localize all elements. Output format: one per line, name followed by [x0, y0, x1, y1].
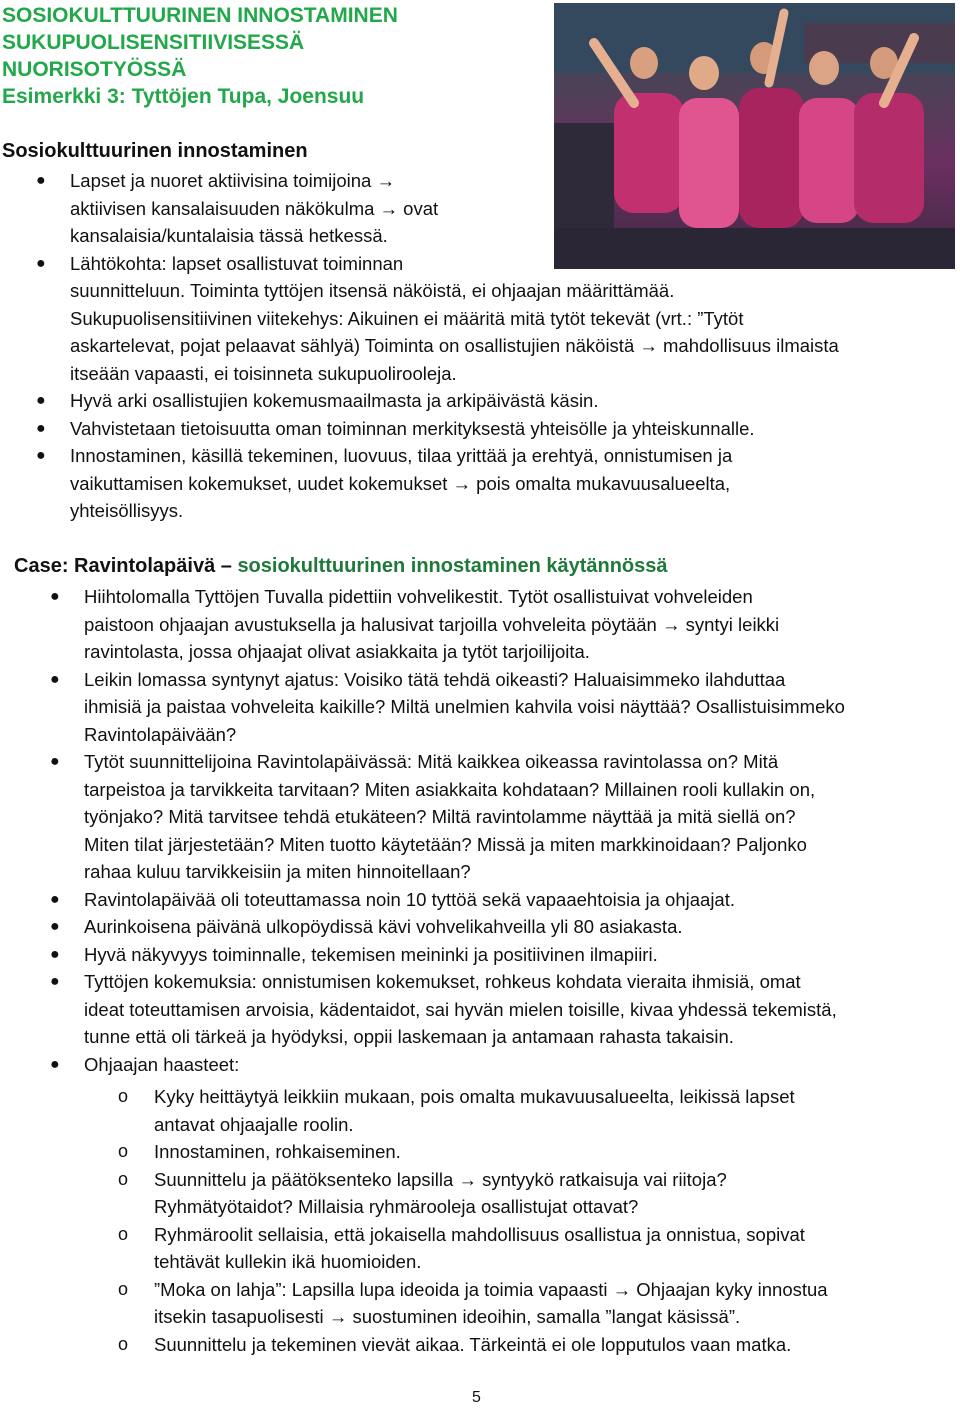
bullet-icon: ●: [50, 973, 60, 990]
bullet-icon: ●: [50, 670, 60, 688]
text-line: Suunnittelu ja tekeminen vievät aikaa. Tärkeintä ei ole lopputulos vaan matka.: [154, 1333, 792, 1355]
text-line: tarpeistoa ja tarvikkeita tarvitaan? Miten asiakkaita kohdataan? Millainen rooli kullakin on,: [84, 778, 816, 800]
text-line: Kyky heittäytyä leikkiin mukaan, pois omalta mukavuusalueelta, leikissä lapset: [154, 1086, 795, 1107]
list-item: [50, 666, 845, 749]
list-item: [50, 913, 845, 941]
text-line: tunne että oli tärkeä ja hyödyksi, oppii laskemaan ja antamaan rahasta takaisin.: [84, 1026, 734, 1047]
bullet-icon: ●: [50, 945, 60, 963]
title-line-1: SOSIOKULTTUURINEN INNOSTAMINEN: [2, 4, 398, 27]
sub-list-item: [118, 1083, 828, 1138]
text-line: ravintolasta, jossa ohjaajat olivat asiakkaita ja tytöt tarjoilijoita.: [84, 641, 590, 662]
text-line: Vahvistetaan tietoisuutta oman toiminnan merkityksestä yhteisölle ja yhteiskunnalle.: [70, 417, 755, 439]
text-line: askartelevat, pojat pelaavat sählyä) Toiminta on osallistujien näköistä → mahdollisuus ilmaista: [70, 335, 839, 356]
text-line: Tyttöjen kokemuksia: onnistumisen kokemukset, rohkeus kohdata vieraita ihmisiä, omat: [84, 971, 801, 992]
text-line: Ravintolapäivään?: [84, 723, 237, 745]
text-line: Lähtökohta: lapset osallistuvat toiminnan: [70, 252, 404, 274]
circle-bullet-icon: o: [118, 1086, 129, 1106]
text-line: aktiivisen kansalaisuuden näkökulma → ovat: [70, 197, 439, 219]
text-line: Sukupuolisensitiivinen viitekehys: Aikuinen ei määritä mitä tytöt tekevät (vrt.: ”Tytöt: [70, 307, 744, 329]
bullet-icon: ●: [36, 172, 46, 189]
bullet-icon: ●: [50, 918, 60, 935]
text-line: ”Moka on lahja”: Lapsilla lupa ideoida ja toimia vapaasti → Ohjaajan kyky innostua: [154, 1278, 828, 1300]
text-line: antavat ohjaajalle roolin.: [154, 1113, 354, 1135]
list-item: [50, 748, 845, 886]
bullet-icon: ●: [36, 254, 46, 272]
sub-list-item: [118, 1276, 828, 1331]
case-list: [50, 583, 845, 1078]
title-line-3: NUORISOTYÖSSÄ: [2, 58, 187, 81]
bullet-icon: ●: [36, 447, 46, 464]
text-line: ideat toteuttamisen arvoisia, kädentaidot, sai hyvän mielen toisille, kivaa yhdessä tekemistä,: [84, 998, 837, 1020]
list-item: [36, 250, 839, 388]
text-line: Hiihtolomalla Tyttöjen Tuvalla pidettiin vohvelikestit. Tytöt osallistuivat vohveleiden: [84, 586, 753, 607]
list-item: [50, 941, 845, 969]
page-number: 5: [472, 1389, 481, 1406]
text-line: tehtävät kullekin ikä huomioiden.: [154, 1251, 422, 1272]
case-heading-part1: Case: Ravintolapäivä –: [14, 555, 238, 577]
sub-list-item: [118, 1138, 828, 1166]
text-line: rahaa kuluu tarvikkeisiin ja miten hinnoitellaan?: [84, 861, 471, 882]
text-line: Hyvä näkyvyys toiminnalle, tekemisen meininki ja positiivinen ilmapiiri.: [84, 943, 658, 965]
section1-list: [36, 167, 839, 525]
text-line: suunnitteluun. Toiminta tyttöjen itsensä näköistä, ei ohjaajan määrittämää.: [70, 280, 675, 301]
challenges-sublist: [118, 1083, 828, 1358]
text-line: Miten tilat järjestetään? Miten tuotto käytetään? Missä ja miten markkinoidaan? Paljonko: [84, 833, 807, 855]
text-line: itsekin tasapuolisesti → suostuminen ideoihin, samalla ”langat käsissä”.: [154, 1306, 741, 1327]
sub-list-item: [118, 1331, 828, 1359]
list-item: [50, 583, 845, 666]
text-line: Aurinkoisena päivänä ulkopöydissä kävi vohvelikahveilla yli 80 asiakasta.: [84, 916, 683, 937]
bullet-icon: ●: [50, 753, 60, 770]
bullet-icon: ●: [36, 392, 46, 409]
text-line: ihmisiä ja paistaa vohveleita kaikille? Miltä unelmien kahvila voisi näyttää? Osallistuisimmeko: [84, 696, 845, 717]
text-line: Suunnittelu ja päätöksenteko lapsilla → syntyykö ratkaisuja vai riitoja?: [154, 1168, 727, 1190]
bullet-icon: ●: [50, 1055, 60, 1073]
text-line: Tytöt suunnittelijoina Ravintolapäivässä: Mitä kaikkea oikeassa ravintolassa on? Mitä: [84, 751, 779, 772]
bullet-icon: ●: [50, 588, 60, 605]
section-heading: Sosiokulttuurinen innostaminen: [2, 140, 308, 162]
list-item: [50, 886, 845, 914]
circle-bullet-icon: o: [118, 1333, 129, 1354]
text-line: itseään vapaasti, ei toisinneta sukupuolirooleja.: [70, 362, 457, 384]
title-line-2: SUKUPUOLISENSITIIVISESSÄ: [2, 31, 305, 54]
text-line: Ohjaajan haasteet:: [84, 1053, 240, 1075]
text-line: Ryhmäroolit sellaisia, että jokaisella mahdollisuus osallistua ja onnistua, sopivat: [154, 1223, 805, 1245]
text-line: Ravintolapäivää oli toteuttamassa noin 10 tyttöä sekä vapaaehtoisia ja ohjaajat.: [84, 888, 736, 910]
bullet-icon: ●: [50, 890, 60, 908]
bullet-icon: ●: [36, 419, 46, 437]
text-line: kansalaisia/kuntalaisia tässä hetkessä.: [70, 225, 388, 246]
circle-bullet-icon: o: [118, 1278, 129, 1299]
text-line: Hyvä arki osallistujien kokemusmaailmasta ja arkipäivästä käsin.: [70, 390, 599, 411]
document-title: [2, 2, 542, 110]
text-line: Lapset ja nuoret aktiivisina toimijoina →: [70, 170, 395, 191]
case-heading: [14, 552, 668, 580]
sub-list-item: [118, 1166, 828, 1221]
text-line: Innostaminen, käsillä tekeminen, luovuus, tilaa yrittää ja erehtyä, onnistumisen ja: [70, 445, 733, 466]
list-item: [36, 442, 839, 525]
list-item: [50, 968, 845, 1051]
text-line: paistoon ohjaajan avustuksella ja halusivat tarjoilla vohveleita pöytään → syntyi leikki: [84, 613, 780, 635]
circle-bullet-icon: o: [118, 1168, 129, 1189]
text-line: Innostaminen, rohkaiseminen.: [154, 1141, 401, 1162]
text-line: työnjako? Mitä tarvitsee tehdä etukäteen? Miltä ravintolamme näyttää ja mitä siellä on?: [84, 806, 796, 827]
circle-bullet-icon: o: [118, 1141, 129, 1161]
text-line: Leikin lomassa syntynyt ajatus: Voisiko tätä tehdä oikeasti? Haluaisimmeko ilahduttaa: [84, 668, 786, 690]
list-item: [36, 387, 839, 415]
circle-bullet-icon: o: [118, 1223, 129, 1244]
list-item: [36, 415, 839, 443]
case-heading-part2: sosiokulttuurinen innostaminen käytännössä: [237, 555, 668, 577]
text-line: yhteisöllisyys.: [70, 500, 184, 521]
text-line: Ryhmätyötaidot? Millaisia ryhmärooleja osallistujat ottavat?: [154, 1196, 639, 1217]
list-item: [50, 1051, 845, 1079]
subtitle: Esimerkki 3: Tyttöjen Tupa, Joensuu: [2, 85, 365, 108]
sub-list-item: [118, 1221, 828, 1276]
list-item: [36, 167, 839, 250]
text-line: vaikuttamisen kokemukset, uudet kokemukset → pois omalta mukavuusalueelta,: [70, 472, 731, 494]
